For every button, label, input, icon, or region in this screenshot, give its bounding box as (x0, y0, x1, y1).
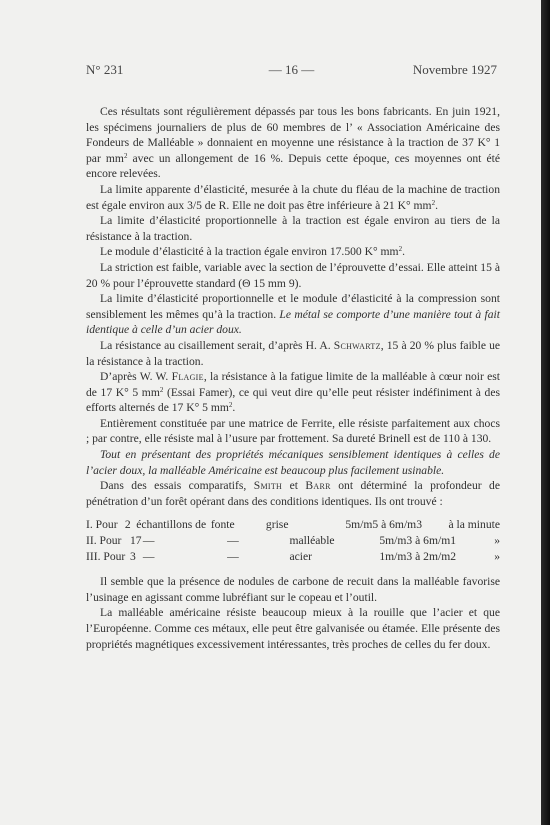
table-cell-n: 3 (130, 549, 136, 563)
table-cell-metal: malléable (289, 534, 335, 548)
table-cell-label: I. Pour (86, 518, 118, 532)
table-cell-unit: » (494, 534, 500, 548)
article-body (86, 104, 500, 652)
paragraph (86, 369, 500, 416)
page-edge-shadow (541, 0, 550, 825)
text-run: , la résistance à la fatigue limite de la malléable à cœur noir est de 17 K° 5 mm (86, 370, 500, 399)
table-cell-ditto: — (227, 549, 239, 563)
paragraph (86, 447, 500, 478)
superscript: 2 (431, 198, 436, 207)
text-run: La limite d’élasticité proportionnelle à la traction est égale environ au tiers de la résistance à la traction. (86, 214, 500, 243)
table-cell-label: III. Pour (86, 549, 126, 563)
superscript: 2 (123, 151, 128, 160)
table-cell-what: échantillons de (136, 518, 207, 532)
superscript: 2 (228, 401, 233, 410)
closing-paragraphs (86, 574, 500, 652)
paragraph (86, 574, 500, 605)
table-cell-unit: » (494, 549, 500, 563)
text-run: Dans des essais comparatifs, (100, 479, 254, 493)
text-run: (Essai Famer), ce qui veut dire qu’elle peut résister indéfiniment à des efforts alternés de 17 K° 5 mm (86, 385, 500, 415)
table-cell-ditto: fonte (210, 518, 235, 532)
table-cell-range: 5m/m3 à 6m/m1 (379, 534, 457, 548)
text-run: , 15 à 20 % plus faible ue la résistance à la traction. (86, 338, 501, 368)
text-run: avec un allongement de 16 %. Depuis cette époque, ces moyennes ont été encore relevées. (86, 151, 500, 181)
text-run: . (402, 245, 405, 259)
superscript: 2 (159, 385, 164, 394)
text-run: . (232, 401, 236, 415)
text-run: La striction est faible, variable avec la section de l’éprouvette d’essai. Elle atteint 15 à 20 % pour l’éprouvette standard (Θ 15 mm 9). (86, 260, 500, 290)
text-run: Flagie (171, 370, 204, 384)
issue-date: Novembre 1927 (412, 62, 497, 77)
text-run: La malléable américaine résiste beaucoup mieux à la rouille que l’acier et que l’Européenne. Comme ces métaux, elle peut être galvanisée ou étamée. Elle présente des propriétés magnétiques excessivement intéressantes, très proches de celles du fer doux. (86, 606, 500, 651)
text-run: D’après W. W. (100, 370, 172, 384)
superscript: 2 (398, 245, 403, 254)
paragraph (86, 182, 500, 213)
text-run: Barr (305, 479, 331, 493)
text-run: La limite apparente d’élasticité, mesurée à la chute du fléau de la machine de traction est égale environ aux 3/5 de R. Elle ne doit pas être inférieure à 21 K° mm (86, 182, 500, 212)
table-cell-metal: grise (265, 518, 289, 532)
table-row (86, 533, 500, 549)
text-run: ont déterminé la profondeur de pénétration d’un forêt opérant dans des conditions identiques. Ils ont trouvé : (86, 479, 500, 508)
paragraph (86, 291, 500, 338)
text-run: et (282, 479, 306, 493)
paragraph (86, 213, 500, 244)
table-row (86, 549, 500, 565)
paragraph (86, 244, 500, 260)
text-run: . (435, 198, 438, 212)
table-cell-n: 2 (124, 518, 131, 532)
text-run: Smith (253, 479, 283, 493)
text-run: Tout en présentant des propriétés mécaniques sensiblement identiques à celles de l’acier doux, la malléable Américaine est beaucoup plus facilement usinable. (86, 448, 500, 477)
table-cell-what: — (142, 534, 155, 548)
paragraph (86, 605, 500, 652)
penetration-table (86, 517, 500, 564)
text-run: La limite d’élasticité proportionnelle et le module d’élasticité à la compression sont sensiblement les mêmes qu’à la traction. (86, 292, 500, 321)
text-run: Entièrement constituée par une matrice de Ferrite, elle résiste parfaitement aux chocs ; par contre, elle résiste mal à l’usure par frottement. Sa dureté Brinell est de 110 à 130. (86, 416, 500, 446)
table-cell-label: II. Pour (86, 534, 122, 548)
table-cell-range: 1m/m3 à 2m/m2 (379, 549, 457, 563)
page-folio: — 16 — (268, 62, 315, 77)
table-cell-n: 17 (130, 534, 142, 548)
text-run: Le module d’élasticité à la traction égale environ 17.500 K° mm (100, 245, 399, 259)
paragraph-list (86, 104, 500, 509)
text-run: Il semble que la présence de nodules de carbone de recuit dans la malléable favorise l’usinage en agissant comme lubréfiant sur le copeau et l’outil. (86, 575, 500, 604)
text-run: Ces résultats sont régulièrement dépassés par tous les bons fabricants. En juin 1921, les spécimens journaliers de plus de 60 membres de l’ « Association Américaine des Fondeurs de Malléable » donnaient en moyenne une résistance à la traction de 37 K° 1 par mm (86, 105, 500, 165)
table-cell-range: 5m/m5 à 6m/m3 (345, 518, 422, 532)
text-run: La résistance au cisaillement serait, d’après H. A. (100, 338, 334, 352)
table-cell-unit: à la minute (448, 518, 500, 532)
table-cell-ditto: — (227, 534, 239, 548)
table-cell-metal: acier (289, 549, 313, 563)
table-row (86, 517, 500, 533)
text-run: Schwartz (333, 338, 381, 352)
issue-number: N° 231 (86, 62, 124, 77)
paragraph (86, 416, 500, 447)
paragraph (86, 260, 500, 291)
paragraph (86, 104, 500, 182)
paragraph (86, 478, 500, 509)
paragraph (86, 338, 500, 369)
text-run: Le métal se comporte d’une manière tout à fait identique à celle d’un acier doux. (86, 307, 500, 337)
table-cell-what: — (142, 549, 155, 563)
